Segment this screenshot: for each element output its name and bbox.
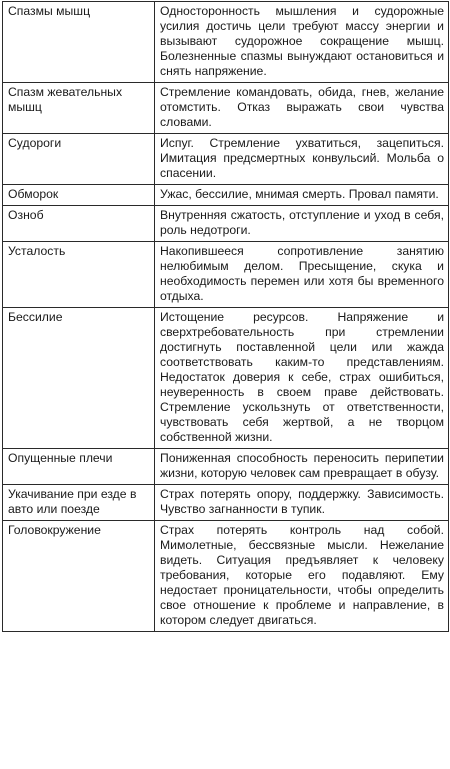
table-row — [3, 485, 449, 521]
table-row — [3, 242, 449, 308]
symptom-cell: Головокружение — [3, 521, 155, 632]
table-row — [3, 449, 449, 485]
table-body — [3, 2, 449, 632]
symptom-cell: Спазмы мышц — [3, 2, 155, 83]
symptom-cell: Опущенные плечи — [3, 449, 155, 485]
table-row — [3, 206, 449, 242]
cause-cell: Накопившееся сопротивление занятию нелюбимым делом. Пресыщение, скука и необходимость перемен или хотя бы временного отдыха. — [155, 242, 449, 308]
table-row — [3, 308, 449, 449]
cause-cell: Стремление командовать, обида, гнев, желание отомстить. Отказ выражать свои чувства словами. — [155, 83, 449, 134]
cause-cell: Страх потерять опору, поддержку. Зависимость. Чувство загнанности в тупик. — [155, 485, 449, 521]
symptom-cause-table — [2, 1, 449, 632]
symptom-cell: Бессилие — [3, 308, 155, 449]
symptom-cell: Озноб — [3, 206, 155, 242]
cause-cell: Истощение ресурсов. Напряжение и сверхтребовательность при стремлении достигнуть поставленной цели или жажда соответствовать каким-то представлениям. Недостаток доверия к себе, страх ошибиться, неуверенность в своем праве действовать. Стремление ускользнуть от ответственности, чувствовать себя жертвой, а не творцом собственной жизни. — [155, 308, 449, 449]
cause-cell: Испуг. Стремление ухватиться, зацепиться. Имитация предсмертных конвульсий. Мольба о спасении. — [155, 134, 449, 185]
symptom-cell: Обморок — [3, 185, 155, 206]
symptom-cell: Укачивание при езде в авто или поезде — [3, 485, 155, 521]
symptom-cell: Усталость — [3, 242, 155, 308]
cause-cell: Пониженная способность переносить перипетии жизни, которую человек сам превращает в обузу. — [155, 449, 449, 485]
cause-cell: Страх потерять контроль над собой. Мимолетные, бессвязные мысли. Нежелание видеть. Ситуация предъявляет к человеку требования, которые его подавляют. Ему недостает проницательности, чтобы определить свое отношение к проблеме и направление, в котором следует двигаться. — [155, 521, 449, 632]
table-row — [3, 83, 449, 134]
symptom-cell: Спазм жевательных мышц — [3, 83, 155, 134]
table-row — [3, 185, 449, 206]
symptom-cell: Судороги — [3, 134, 155, 185]
table-row — [3, 2, 449, 83]
table-row — [3, 521, 449, 632]
table-row — [3, 134, 449, 185]
cause-cell: Односторонность мышления и судорожные усилия достичь цели требуют массу энергии и вызывают судорожное сокращение мышц. Болезненные спазмы вынуждают остановиться и снять напряжение. — [155, 2, 449, 83]
cause-cell: Ужас, бессилие, мнимая смерть. Провал памяти. — [155, 185, 449, 206]
cause-cell: Внутренняя сжатость, отступление и уход в себя, роль недотроги. — [155, 206, 449, 242]
